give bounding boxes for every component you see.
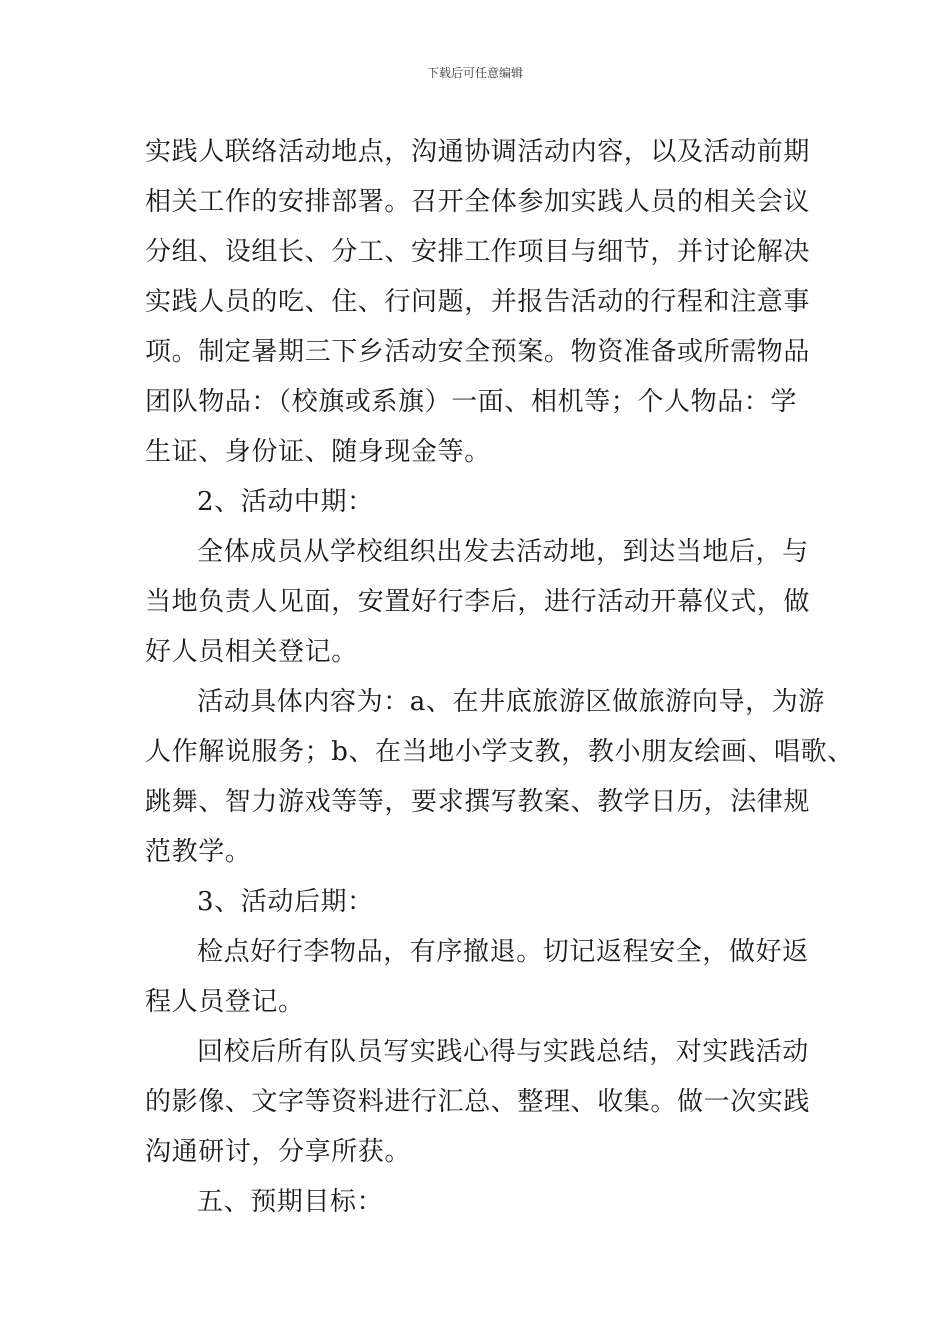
document-body	[145, 127, 854, 1227]
paragraph-line: 相关工作的安排部署。召开全体参加实践人员的相关会议	[145, 187, 811, 217]
paragraph-line: 跳舞、智力游戏等等，要求撰写教案、教学日历，法律规	[145, 787, 811, 817]
section-heading-mid-phase: 2、活动中期：	[197, 487, 374, 517]
paragraph-line: 项。制定暑期三下乡活动安全预案。物资准备或所需物品	[145, 337, 811, 367]
paragraph-line: 回校后所有队员写实践心得与实践总结，对实践活动	[197, 1037, 809, 1067]
paragraph-line: 的影像、文字等资料进行汇总、整理、收集。做一次实践	[145, 1087, 811, 1117]
paragraph-line: 好人员相关登记。	[145, 637, 358, 667]
paragraph-line: 程人员登记。	[145, 987, 305, 1017]
paragraph-line: 检点好行李物品，有序撤退。切记返程安全，做好返	[197, 937, 809, 967]
paragraph-line: 人作解说服务；b、在当地小学支教，教小朋友绘画、唱歌、	[145, 737, 854, 767]
paragraph-line: 活动具体内容为：a、在井底旅游区做旅游向导，为游	[197, 687, 825, 717]
page-header-note: 下载后可任意编辑	[426, 66, 523, 80]
paragraph-line: 生证、身份证、随身现金等。	[145, 437, 491, 467]
paragraph-line: 沟通研讨，分享所获。	[145, 1137, 412, 1167]
paragraph-line: 全体成员从学校组织出发去活动地，到达当地后，与	[197, 537, 809, 567]
paragraph-line: 当地负责人见面，安置好行李后，进行活动开幕仪式，做	[145, 587, 811, 617]
paragraph-line: 实践人联络活动地点，沟通协调活动内容，以及活动前期	[145, 137, 811, 167]
paragraph-line: 实践人员的吃、住、行问题，并报告活动的行程和注意事	[145, 287, 811, 317]
paragraph-line: 范教学。	[145, 837, 252, 867]
paragraph-line: 分组、设组长、分工、安排工作项目与细节，并讨论解决	[145, 237, 811, 267]
section-heading-late-phase: 3、活动后期：	[197, 887, 374, 917]
section-heading-expected-goals: 五、预期目标：	[197, 1187, 384, 1217]
paragraph-line: 团队物品：（校旗或系旗）一面、相机等；个人物品：学	[145, 387, 798, 417]
